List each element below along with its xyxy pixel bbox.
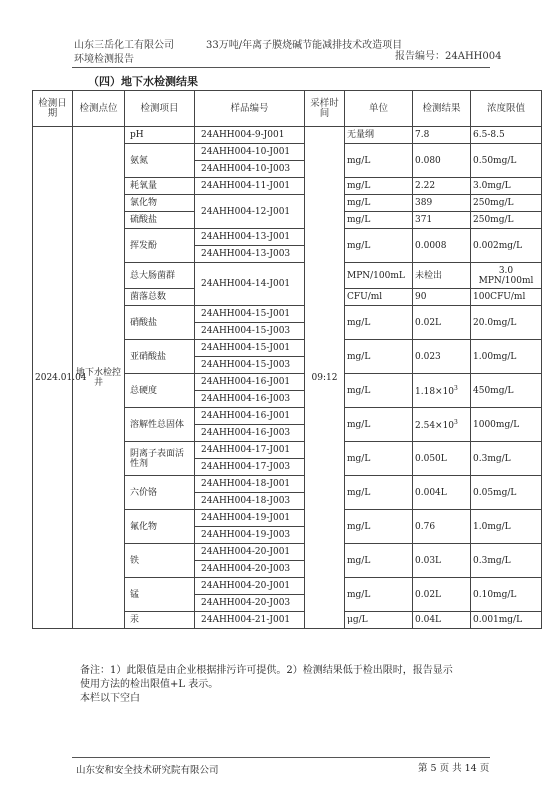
sample-cell: 24AHH004-20-J003 (195, 561, 305, 578)
limit-cell: 0.50mg/L (471, 144, 542, 178)
sample-cell: 24AHH004-18-J003 (195, 493, 305, 510)
item-cell: 阴离子表面活性剂 (125, 442, 195, 476)
item-cell: 锰 (125, 578, 195, 612)
note-line: 本栏以下空白 (80, 693, 140, 704)
note-line: 备注：1）此限值是由企业根据排污许可提供。2）检测结果低于检出限时，报告显示 (80, 665, 453, 676)
limit-cell: 20.0mg/L (471, 306, 542, 340)
header-date: 检测日期 (33, 91, 73, 127)
header-unit: 单位 (345, 91, 413, 127)
result-cell: 0.0008 (413, 229, 471, 263)
result-cell: 0.023 (413, 340, 471, 374)
item-cell: 氨氮 (125, 144, 195, 178)
result-cell: 90 (413, 289, 471, 306)
limit-cell: 450mg/L (471, 374, 542, 408)
table-row (33, 127, 542, 144)
limit-cell: 0.10mg/L (471, 578, 542, 612)
sample-cell: 24AHH004-16-J001 (195, 408, 305, 425)
note-line: 使用方法的检出限值+L 表示。 (80, 679, 219, 690)
result-exponent: 3 (454, 385, 458, 392)
sample-cell: 24AHH004-15-J001 (195, 340, 305, 357)
unit-cell: mg/L (345, 442, 413, 476)
sample-cell: 24AHH004-15-J003 (195, 357, 305, 374)
header-report-number: 报告编号：24AHH004 (395, 51, 502, 62)
unit-cell: mg/L (345, 212, 413, 229)
unit-cell: mg/L (345, 144, 413, 178)
footer-divider (72, 757, 490, 758)
unit-cell: mg/L (345, 229, 413, 263)
sample-cell: 24AHH004-18-J001 (195, 476, 305, 493)
unit-cell: mg/L (345, 408, 413, 442)
result-cell: 未检出 (413, 263, 471, 289)
footer-institute: 山东安和安全技术研究院有限公司 (76, 765, 219, 776)
unit-cell: mg/L (345, 306, 413, 340)
limit-cell: 1.0mg/L (471, 510, 542, 544)
header-limit: 浓度限值 (471, 91, 542, 127)
result-cell (413, 374, 471, 408)
sample-cell: 24AHH004-16-J001 (195, 374, 305, 391)
unit-cell: mg/L (345, 178, 413, 195)
result-cell: 0.03L (413, 544, 471, 578)
item-cell: 总硬度 (125, 374, 195, 408)
unit-cell: MPN/100mL (345, 263, 413, 289)
item-cell: 氯化物 (125, 195, 195, 212)
result-cell: 0.04L (413, 612, 471, 629)
unit-cell: mg/L (345, 374, 413, 408)
limit-cell: 0.3mg/L (471, 442, 542, 476)
sample-cell: 24AHH004-20-J003 (195, 595, 305, 612)
result-cell: 0.004L (413, 476, 471, 510)
limit-cell: 1000mg/L (471, 408, 542, 442)
footer-page-number: 第 5 页 共 14 页 (418, 763, 490, 774)
limit-cell: 0.001mg/L (471, 612, 542, 629)
header-divider (72, 67, 490, 68)
sample-cell: 24AHH004-14-J001 (195, 263, 305, 306)
item-cell: 汞 (125, 612, 195, 629)
date-cell: 2024.01.04 (33, 127, 73, 629)
sample-cell: 24AHH004-20-J001 (195, 578, 305, 595)
limit-cell: 1.00mg/L (471, 340, 542, 374)
notes (80, 664, 520, 706)
sample-cell: 24AHH004-21-J001 (195, 612, 305, 629)
item-cell: 总大肠菌群 (125, 263, 195, 289)
header-result: 检测结果 (413, 91, 471, 127)
header-report-type: 环境检测报告 (74, 54, 134, 65)
header-sample: 样品编号 (195, 91, 305, 127)
header-point: 检测点位 (73, 91, 125, 127)
point-cell: 地下水检控井 (73, 127, 125, 629)
item-cell: 铁 (125, 544, 195, 578)
header-time: 采样时间 (305, 91, 345, 127)
item-cell: 耗氧量 (125, 178, 195, 195)
sample-cell: 24AHH004-10-J003 (195, 161, 305, 178)
item-cell: 亚硝酸盐 (125, 340, 195, 374)
result-cell: 2.22 (413, 178, 471, 195)
sample-cell: 24AHH004-13-J003 (195, 246, 305, 263)
time-cell: 09:12 (305, 127, 345, 629)
sample-cell: 24AHH004-13-J001 (195, 229, 305, 246)
header-project: 33万吨/年离子膜烧碱节能减排技术改造项目 (206, 40, 403, 51)
sample-cell: 24AHH004-17-J001 (195, 442, 305, 459)
sample-cell: 24AHH004-17-J003 (195, 459, 305, 476)
result-cell: 0.02L (413, 578, 471, 612)
result-cell: 371 (413, 212, 471, 229)
sample-cell: 24AHH004-9-J001 (195, 127, 305, 144)
item-cell: 硫酸盐 (125, 212, 195, 229)
limit-cell: 3.0mg/L (471, 178, 542, 195)
sample-cell: 24AHH004-15-J003 (195, 323, 305, 340)
result-value: 2.54×10 (415, 421, 455, 431)
sample-cell: 24AHH004-16-J003 (195, 425, 305, 442)
groundwater-results-table (32, 90, 542, 629)
header-item: 检测项目 (125, 91, 195, 127)
result-value: 1.18×10 (415, 387, 455, 397)
sample-cell: 24AHH004-10-J001 (195, 144, 305, 161)
result-cell: 0.080 (413, 144, 471, 178)
item-cell: 菌落总数 (125, 289, 195, 306)
limit-cell: 100CFU/ml (471, 289, 542, 306)
sample-cell: 24AHH004-11-J001 (195, 178, 305, 195)
unit-cell: CFU/ml (345, 289, 413, 306)
result-cell: 0.76 (413, 510, 471, 544)
item-cell: 氟化物 (125, 510, 195, 544)
unit-cell: μg/L (345, 612, 413, 629)
result-cell: 7.8 (413, 127, 471, 144)
limit-cell: 0.002mg/L (471, 229, 542, 263)
limit-cell: 250mg/L (471, 212, 542, 229)
item-cell: 六价铬 (125, 476, 195, 510)
limit-cell: 3.0 MPN/100ml (471, 263, 542, 289)
unit-cell: 无量纲 (345, 127, 413, 144)
item-cell: pH (125, 127, 195, 144)
section-title: （四）地下水检测结果 (88, 75, 198, 88)
limit-cell: 6.5-8.5 (471, 127, 542, 144)
limit-cell: 0.3mg/L (471, 544, 542, 578)
unit-cell: mg/L (345, 476, 413, 510)
result-cell: 0.050L (413, 442, 471, 476)
limit-cell: 0.05mg/L (471, 476, 542, 510)
item-cell: 挥发酚 (125, 229, 195, 263)
result-cell: 0.02L (413, 306, 471, 340)
sample-cell: 24AHH004-19-J003 (195, 527, 305, 544)
unit-cell: mg/L (345, 195, 413, 212)
sample-cell: 24AHH004-19-J001 (195, 510, 305, 527)
sample-cell: 24AHH004-20-J001 (195, 544, 305, 561)
unit-cell: mg/L (345, 578, 413, 612)
header-company: 山东三岳化工有限公司 (74, 40, 174, 51)
limit-cell: 250mg/L (471, 195, 542, 212)
sample-cell: 24AHH004-16-J003 (195, 391, 305, 408)
result-exponent: 3 (454, 419, 458, 426)
result-cell (413, 408, 471, 442)
sample-cell: 24AHH004-12-J001 (195, 195, 305, 229)
item-cell: 溶解性总固体 (125, 408, 195, 442)
item-cell: 硝酸盐 (125, 306, 195, 340)
result-cell: 389 (413, 195, 471, 212)
unit-cell: mg/L (345, 510, 413, 544)
unit-cell: mg/L (345, 340, 413, 374)
sample-cell: 24AHH004-15-J001 (195, 306, 305, 323)
unit-cell: mg/L (345, 544, 413, 578)
